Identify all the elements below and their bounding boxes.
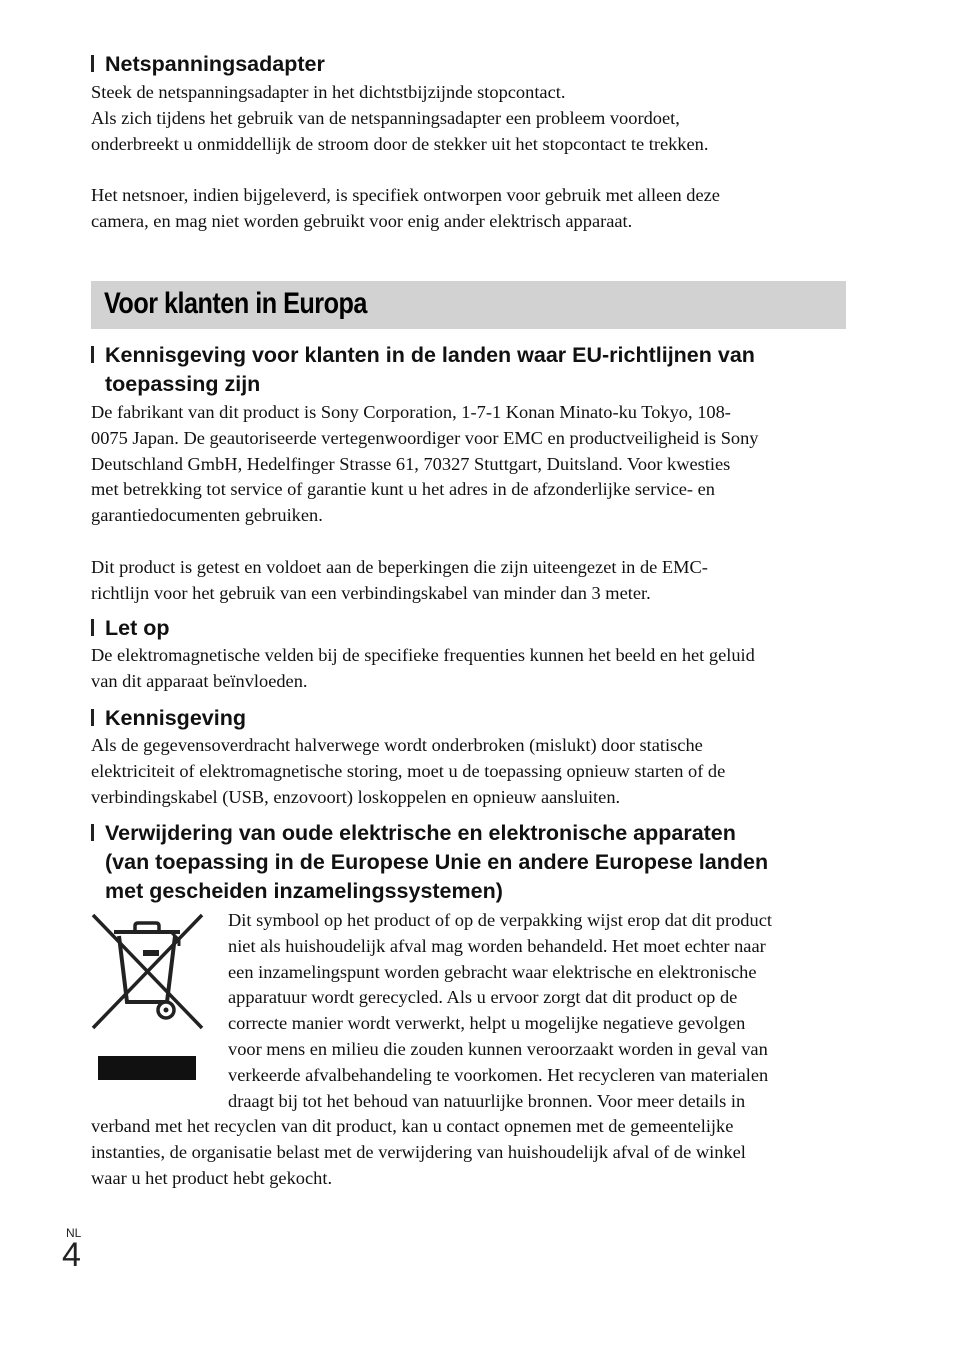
text-line: Het netsnoer, indien bijgeleverd, is specifiek ontworpen voor gebruik met alleen deze <box>91 185 720 206</box>
heading-bar <box>91 55 94 72</box>
section-kennisgeving <box>91 704 851 810</box>
heading-line: Kennisgeving voor klanten in de landen waar EU-richtlijnen van <box>105 343 755 367</box>
banner-title: Voor klanten in Europa <box>104 287 367 320</box>
text-line: De elektromagnetische velden bij de specifieke frequenties kunnen het beeld en het geluid <box>91 645 755 665</box>
language-code: NL <box>66 1226 82 1240</box>
text-line: Deutschland GmbH, Hedelfinger Strasse 61, 70327 Stuttgart, Duitsland. Voor kwesties <box>91 453 731 474</box>
text-line: correcte manier wordt verwerkt, helpt u mogelijke negatieve gevolgen <box>228 1013 746 1034</box>
heading-line: toepassing zijn <box>105 372 261 396</box>
text-line: camera, en mag niet worden gebruikt voor enig ander elektrisch apparaat. <box>91 210 633 231</box>
text-line: Dit product is getest en voldoet aan de beperkingen die zijn uiteengezet in de EMC- <box>91 556 708 577</box>
heading-eu-notice <box>91 341 851 399</box>
text-line: elektriciteit of elektromagnetische storing, moet u de toepassing opnieuw starten of de <box>91 760 726 781</box>
heading-bar <box>91 346 94 363</box>
section-weee <box>91 819 851 906</box>
text-line: verkeerde afvalbehandeling te voorkomen. Het recycleren van materialen <box>228 1064 769 1085</box>
section-let-op <box>91 614 851 695</box>
text-line: Als de gegevensoverdracht halverwege wordt onderbroken (mislukt) door statische <box>91 735 703 755</box>
text-line: apparatuur wordt gerecycled. Als u ervoor zorgt dat dit product op de <box>228 987 738 1008</box>
weee-side-paragraph <box>228 908 851 1114</box>
heading-bar <box>91 824 94 841</box>
weee-full-paragraph <box>91 1114 851 1191</box>
text-line: Steek de netspanningsadapter in het dichtstbijzijnde stopcontact. <box>91 82 566 102</box>
text-line: voor mens en milieu die zouden kunnen veroorzaakt worden in geval van <box>228 1038 768 1059</box>
text-line: draagt bij tot het behoud van natuurlijke bronnen. Voor meer details in <box>228 1090 746 1111</box>
text-line: een inzamelingspunt worden gebracht waar elektrische en elektronische <box>228 961 757 982</box>
heading-kennisgeving: Kennisgeving <box>91 704 851 733</box>
text-line: onderbreekt u onmiddellijk de stroom door de stekker uit het stopcontact te trekken. <box>91 133 709 154</box>
heading-bar <box>91 709 94 726</box>
text-line: met betrekking tot service of garantie kunt u het adres in de afzonderlijke service- en <box>91 479 716 500</box>
page-number: 4 <box>62 1236 81 1274</box>
text-line: verband met het recyclen van dit product, kan u contact opnemen met de gemeentelijke <box>91 1116 734 1137</box>
adapter-paragraph <box>91 80 851 157</box>
text-line: richtlijn voor het gebruik van een verbindingskabel van minder dan 3 meter. <box>91 582 651 603</box>
text-line: garantiedocumenten gebruiken. <box>91 505 323 526</box>
heading-let-op: Let op <box>91 614 851 643</box>
let-op-paragraph <box>91 643 851 695</box>
heading-adapter: Netspanningsadapter <box>91 50 851 79</box>
text-line: van dit apparaat beïnvloeden. <box>91 670 308 691</box>
text-line: Als zich tijdens het gebruik van de netspanningsadapter een probleem voordoet, <box>91 107 680 128</box>
cord-paragraph <box>91 183 851 235</box>
heading-line: (van toepassing in de Europese Unie en andere Europese landen <box>105 850 769 874</box>
kennisgeving-paragraph <box>91 733 851 810</box>
heading-line: Verwijdering van oude elektrische en elektronische apparaten <box>105 821 736 845</box>
weee-body <box>91 910 851 1192</box>
eu-notice-paragraph <box>91 400 851 529</box>
text-line: verbindingskabel (USB, enzovoort) loskoppelen en opnieuw aansluiten. <box>91 786 621 807</box>
text-line: 0075 Japan. De geautoriseerde vertegenwoordiger voor EMC en productveiligheid is Sony <box>91 427 759 448</box>
emc-paragraph <box>91 555 851 607</box>
section-adapter <box>91 50 851 235</box>
heading-line: met gescheiden inzamelingssystemen) <box>105 879 503 903</box>
text-line: instanties, de organisatie belast met de verwijdering van huishoudelijk afval of de winkel <box>91 1142 746 1163</box>
section-eu-notice <box>91 341 851 606</box>
heading-weee <box>91 819 851 906</box>
heading-bar <box>91 619 94 636</box>
text-line: De fabrikant van dit product is Sony Corporation, 1-7-1 Konan Minato-ku Tokyo, 108- <box>91 402 731 422</box>
crossed-out-wheelie-bin-icon <box>91 910 205 1085</box>
text-line: waar u het product hebt gekocht. <box>91 1167 333 1188</box>
text-line: Dit symbool op het product of op de verpakking wijst erop dat dit product <box>228 910 772 930</box>
text-line: niet als huishoudelijk afval mag worden behandeld. Het moet echter naar <box>228 935 766 956</box>
section-banner <box>91 281 846 329</box>
